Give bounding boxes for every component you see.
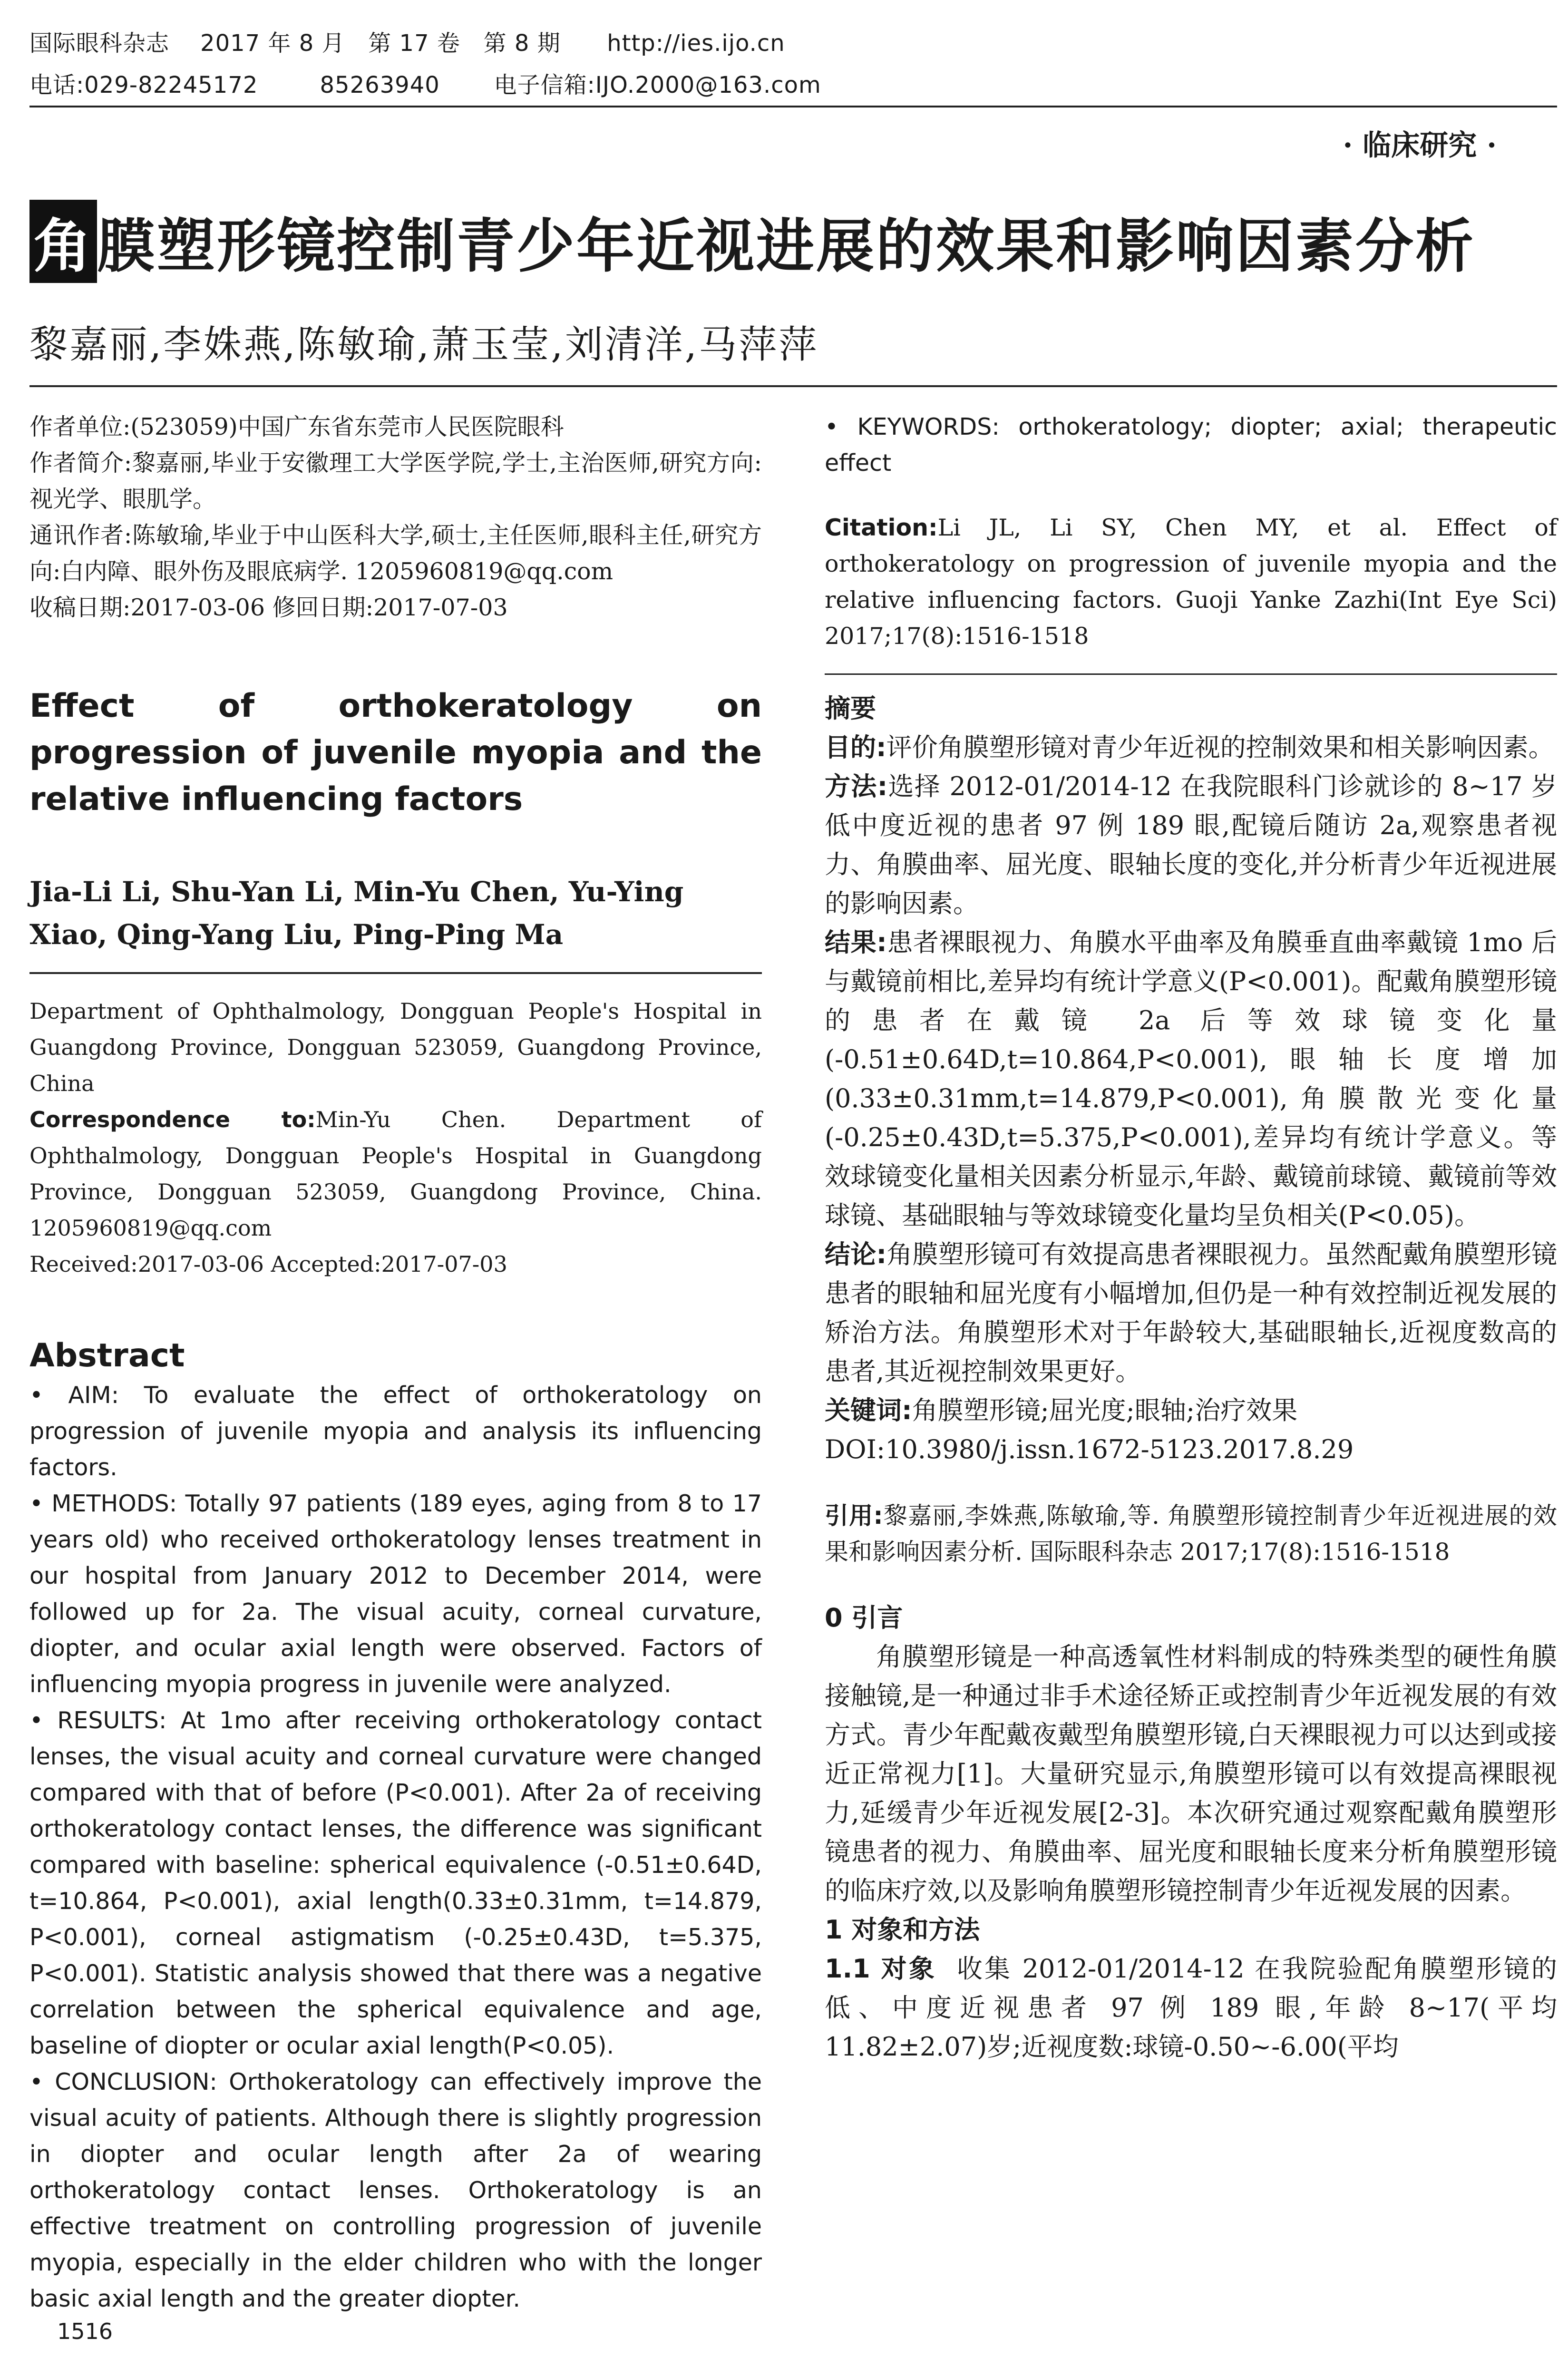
objective-label: 目的: bbox=[825, 732, 886, 762]
correspondence-text: Min-Yu Chen. Department of Ophthalmology, Dongguan People's Hospital in Guangdong Province, Dongguan 523059, Guangdong Province, China. 1205960819@qq.com bbox=[29, 1107, 762, 1241]
methods-label: 方法: bbox=[825, 771, 888, 801]
left-column bbox=[29, 409, 762, 2317]
intro-text: 角膜塑形镜是一种高透氧性材料制成的特殊类型的硬性角膜接触镜,是一种通过非手术途径矫正或控制青少年近视发展的有效方式。青少年配戴夜戴型角膜塑形镜,白天裸眼视力可以达到或接近正常视力[1]。大量研究显示,角膜塑形镜可以有效提高裸眼视力,延缓青少年近视发展[2-3]。本次研究通过观察配戴角膜塑形镜患者的视力、角膜曲率、屈光度和眼轴长度来分析角膜塑形镜的临床疗效,以及影响角膜塑形镜控制青少年近视发展的因素。 bbox=[825, 1642, 1557, 1906]
cn-keywords bbox=[825, 1391, 1557, 1430]
conclusion-label: 结论: bbox=[825, 1239, 887, 1269]
journal-header-line1: 国际眼科杂志 2017 年 8 月 第 17 卷 第 8 期 http://ies.ijo.cn bbox=[29, 30, 785, 57]
cn-objective bbox=[825, 728, 1557, 767]
keywords-label: 关键词: bbox=[825, 1395, 912, 1425]
cite-label: 引用: bbox=[825, 1502, 883, 1529]
doi: DOI:10.3980/j.issn.1672-5123.2017.8.29 bbox=[825, 1434, 1354, 1464]
cn-methods bbox=[825, 767, 1557, 923]
citation-label: Citation: bbox=[825, 514, 938, 541]
authors-divider bbox=[29, 972, 762, 974]
subjects-text: 收集 2012-01/2014-12 在我院验配角膜塑形镜的低、中度近视患者 97 例 189 眼,年龄 8~17(平均 11.82±2.07)岁;近视度数:球镜-0.50~-6.00(平均 bbox=[825, 1954, 1557, 2062]
objective-text: 评价角膜塑形镜对青少年近视的控制效果和相关影响因素。 bbox=[886, 732, 1554, 762]
results-label: 结果: bbox=[825, 927, 887, 957]
department: Department of Ophthalmology, Dongguan People's Hospital in Guangdong Province, Dongguan 523059, Guangdong Province, China bbox=[29, 998, 762, 1096]
subjects-paragraph bbox=[825, 1949, 1557, 2066]
journal-header-line2: 电话:029-82245172 85263940 电子信箱:IJO.2000@163.com bbox=[29, 72, 821, 98]
citation-text: Li JL, Li SY, Chen MY, et al. Effect of orthokeratology on progression of juvenile myopia and the relative influencing factors. Guoji Yanke Zazhi(Int Eye Sci) 2017;17(8):1516-1518 bbox=[825, 514, 1557, 650]
english-authors: Jia-Li Li, Shu-Yan Li, Min-Yu Chen, Yu-Ying Xiao, Qing-Yang Liu, Ping-Ping Ma bbox=[29, 876, 684, 951]
abstract-conclusion: • CONCLUSION: Orthokeratology can effectively improve the visual acuity of patients. Although there is slightly progression in diopter and ocular length after 2a of wearing orthokeratology contact lenses. Orthokeratology is an effective treatment on controlling progression of juvenile myopia, especially in the elder children who with the longer basic axial length and the greater diopter. bbox=[29, 2068, 762, 2312]
article-title bbox=[29, 200, 1557, 283]
title-rule bbox=[29, 385, 1557, 387]
results-text: 患者裸眼视力、角膜水平曲率及角膜垂直曲率戴镜 1mo 后与戴镜前相比,差异均有统计学意义(P<0.001)。配戴角膜塑形镜的患者在戴镜 2a 后等效球镜变化量(-0.51±0.64D,t=10.864,P<0.001),眼轴长度增加(0.33±0.31mm,t=14.879,P<0.001),角膜散光变化量(-0.25±0.43D,t=5.375,P<0.001),差异均有统计学意义。等效球镜变化量相关因素分析显示,年龄、戴镜前球镜、戴镜前等效球镜、基础眼轴与等效球镜变化量均呈负相关(P<0.05)。 bbox=[825, 927, 1557, 1230]
conclusion-text: 角膜塑形镜可有效提高患者裸眼视力。虽然配戴角膜塑形镜患者的眼轴和屈光度有小幅增加,但仍是一种有效控制近视发展的矫治方法。角膜塑形术对于年龄较大,基础眼轴长,近视度数高的患者,其近视控制效果更好。 bbox=[825, 1239, 1557, 1386]
authors-chinese: 黎嘉丽,李姝燕,陈敏瑜,萧玉莹,刘清洋,马萍萍 bbox=[29, 322, 819, 367]
header-rule bbox=[29, 106, 1557, 107]
page-number: 1516 bbox=[57, 2319, 113, 2344]
intro-heading: 0 引言 bbox=[825, 1603, 903, 1633]
author-intro: 作者简介:黎嘉丽,毕业于安徽理工大学医学院,学士,主治医师,研究方向:视光学、眼肌学。 bbox=[29, 449, 762, 513]
abstract-methods: • METHODS: Totally 97 patients (189 eyes, aging from 8 to 17 years old) who received orthokeratology lenses treatment in our hospital from January 2012 to December 2014, were followed up for 2a. The visual acuity, corneal curvature, diopter, and ocular axial length were observed. Factors of influencing myopia progress in juvenile were analyzed. bbox=[29, 1490, 762, 1698]
abstract-rule bbox=[825, 673, 1557, 675]
title-rest: 膜塑形镜控制青少年近视进展的效果和影响因素分析 bbox=[97, 213, 1475, 280]
keywords-text: 角膜塑形镜;屈光度;眼轴;治疗效果 bbox=[912, 1395, 1298, 1425]
cite-text: 黎嘉丽,李姝燕,陈敏瑜,等. 角膜塑形镜控制青少年近视进展的效果和影响因素分析. 国际眼科杂志 2017;17(8):1516-1518 bbox=[825, 1502, 1557, 1566]
methods-heading: 1 对象和方法 bbox=[825, 1915, 980, 1945]
methods-text: 选择 2012-01/2014-12 在我院眼科门诊就诊的 8~17 岁低中度近视的患者 97 例 189 眼,配镜后随访 2a,观察患者视力、角膜曲率、屈光度、眼轴长度的变化,并分析青少年近视进展的影响因素。 bbox=[825, 771, 1557, 918]
keywords-english: • KEYWORDS: orthokeratology; diopter; axial; therapeutic effect bbox=[825, 413, 1557, 477]
affiliation: 作者单位:(523059)中国广东省东莞市人民医院眼科 bbox=[29, 413, 564, 440]
dates-cn: 收稿日期:2017-03-06 修回日期:2017-07-03 bbox=[29, 594, 508, 621]
english-title: Effect of orthokeratology on progression of juvenile myopia and the relative influencing factors bbox=[29, 687, 762, 818]
citation bbox=[825, 510, 1557, 654]
cite-cn bbox=[825, 1498, 1557, 1570]
cn-abstract-heading: 摘要 bbox=[825, 693, 876, 723]
received-accepted: Received:2017-03-06 Accepted:2017-07-03 bbox=[29, 1251, 507, 1277]
title-dropcap: 角 bbox=[29, 200, 97, 283]
cn-results bbox=[825, 923, 1557, 1235]
correspondence-label: Correspondence to: bbox=[29, 1107, 316, 1132]
abstract-heading: Abstract bbox=[29, 1337, 185, 1374]
correspondence bbox=[29, 1101, 762, 1246]
cn-conclusion bbox=[825, 1235, 1557, 1391]
section-tag: · 临床研究 · bbox=[1343, 129, 1497, 162]
corresponding-author: 通讯作者:陈敏瑜,毕业于中山医科大学,硕士,主任医师,眼科主任,研究方向:白内障、眼外伤及眼底病学. 1205960819@qq.com bbox=[29, 522, 762, 585]
abstract-results: • RESULTS: At 1mo after receiving orthokeratology contact lenses, the visual acuity and corneal curvature were changed compared with that of before (P<0.001). After 2a of receiving orthokeratology contact lenses, the difference was significant compared with baseline: spherical equivalence (-0.51±0.64D, t=10.864, P<0.001), axial length(0.33±0.31mm, t=14.879, P<0.001), corneal astigmatism (-0.25±0.43D, t=5.375, P<0.001). Statistic analysis showed that there was a negative correlation between the spherical equivalence and age, baseline of diopter or ocular axial length(P<0.05). bbox=[29, 1707, 762, 2059]
right-column bbox=[825, 409, 1557, 2066]
subjects-label: 1.1 对象 bbox=[825, 1954, 937, 1984]
abstract-aim: • AIM: To evaluate the effect of orthokeratology on progression of juvenile myopia and analysis its influencing factors. bbox=[29, 1382, 762, 1481]
